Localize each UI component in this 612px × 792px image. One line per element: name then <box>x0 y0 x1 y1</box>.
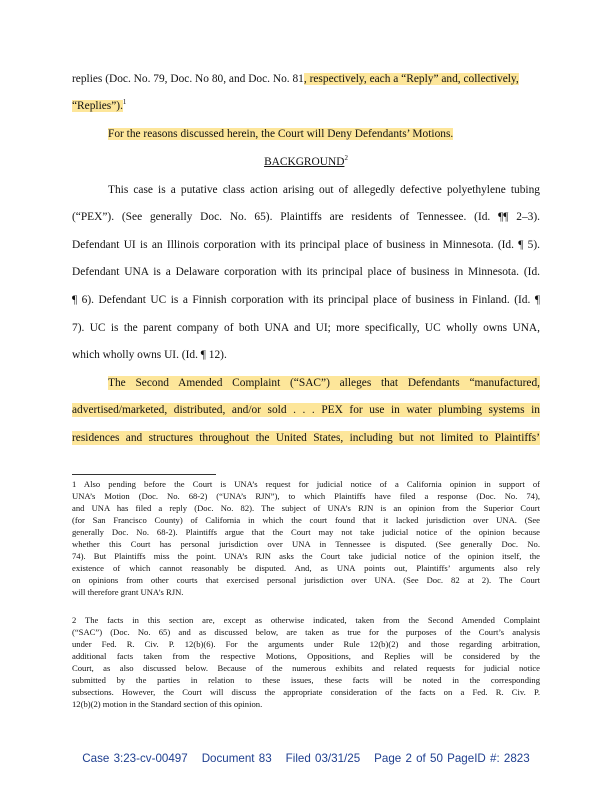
footnote-separator <box>72 474 216 475</box>
footnote-1-line: whether this Court has personal jurisdiction over UNA in Tennessee is disputed. (See generally Doc. No. <box>72 539 540 549</box>
highlighted-text: For the reasons discussed herein, the Court will Deny Defendants’ Motions. <box>108 128 454 140</box>
footnote-2-line: 12(b)(2) motion in the Standard section of this opinion. <box>72 699 263 709</box>
paragraph-2-line: The Second Amended Complaint (“SAC”) alleges that Defendants “manufactured, <box>108 377 540 389</box>
footnote-2-line: Court, as also discussed below. Because of the numerous exhibits and related requests for judicial notice <box>72 663 540 673</box>
paragraph-1-line: Defendant UNA is a Delaware corporation with its principal place of business in Minnesota. (Id. <box>72 266 540 278</box>
paragraph-1-line: 7). UC is the parent company of both UNA and UI; more specifically, UC wholly owns UNA, <box>72 322 540 334</box>
heading-text: BACKGROUND <box>264 156 345 168</box>
footnote-1-line: UNA’s Motion (Doc. No. 68-2) (“UNA’s RJN”), to which Plaintiffs have filed a response (Doc. No. 74), <box>72 491 540 501</box>
footnote-1-line: on opinions from other courts that exercised personal jurisdiction over UNA. (See Doc. 82 at 2). The Court <box>72 575 540 585</box>
footnote-2-line: 2 The facts in this section are, except as otherwise indicated, taken from the Second Amended Complaint <box>72 615 540 625</box>
footnote-1-line: will therefore grant UNA’s RJN. <box>72 587 184 597</box>
footnote-1-line: (for San Francisco County) of California in which the court found that it lacked jurisdiction over UNA. (See <box>72 515 540 525</box>
court-filing-header <box>0 752 612 765</box>
paragraph-1-line: This case is a putative class action arising out of allegedly defective polyethylene tubing <box>108 184 540 196</box>
body-line-2 <box>72 99 540 113</box>
footnote-1-line: 74). But Plaintiffs miss the point. UNA’s RJN asks the Court take judicial notice of the opinion itself, the <box>72 551 540 561</box>
footnote-1-line: generally Doc. No. 68-2). Plaintiffs argue that the Court may not take judicial notice of the opinion because <box>72 527 540 537</box>
body-line-1 <box>72 72 540 86</box>
footnote-1-line: 1 Also pending before the Court is UNA’s request for judicial notice of a California opinion in support of <box>72 479 540 489</box>
page-id: Page 2 of 50 PageID #: 2823 <box>374 752 530 765</box>
paragraph-1-line: (“PEX”). (See generally Doc. No. 65). Plaintiffs are residents of Tennessee. (Id. ¶¶ 2–3). <box>72 211 540 223</box>
paragraph-2-line: advertised/marketed, distributed, and/or sold . . . PEX for use in water plumbing systems in <box>72 404 540 416</box>
paragraph-1-line: Defendant UI is an Illinois corporation with its principal place of business in Minnesota. (Id. ¶ 5). <box>72 239 540 251</box>
highlighted-text: , respectively, each a “Reply” and, collectively, <box>303 73 519 85</box>
footnote-1-line: existence of which cannot reasonably be disputed. And, as UNA points out, Plaintiffs’ arguments also rely <box>72 563 540 573</box>
footnote-2-line: subsections. However, the Court will discuss the appropriate consideration of the facts on a Fed. R. Civ. P. <box>72 687 540 697</box>
case-number: Case 3:23-cv-00497 <box>82 752 188 765</box>
footnote-2-line: submitted by the parties in relation to these issues, these facts will be noted in the corresponding <box>72 675 540 685</box>
footnote-2-line: (“SAC”) (Doc. No. 65) and as discussed below, are taken as true for the purposes of the Court’s analysis <box>72 627 540 637</box>
paragraph-1-line: which wholly owns UI. (Id. ¶ 12). <box>72 349 227 361</box>
body-line-3 <box>108 127 540 141</box>
footnote-marker-2[interactable]: 2 <box>344 154 348 163</box>
document-number: Document 83 <box>201 752 272 765</box>
footnote-marker-1[interactable]: 1 <box>122 98 127 107</box>
filed-date: Filed 03/31/25 <box>285 752 361 765</box>
footnote-2-line: under Fed. R. Civ. P. 12(b)(6). For the arguments under Rule 12(b)(2) and those regarding arbitration, <box>72 639 540 649</box>
paragraph-2-line: residences and structures throughout the United States, including but not limited to Plaintiffs’ <box>72 432 540 444</box>
paragraph-1-line: ¶ 6). Defendant UC is a Finnish corporation with its principal place of business in Finland. (Id. ¶ <box>72 294 540 306</box>
body-text: replies (Doc. No. 79, Doc. No 80, and Doc. No. 81 <box>72 73 304 85</box>
section-heading <box>72 155 540 169</box>
footnote-2-line: additional facts taken from the respective Motions, Oppositions, and Replies will be considered by the <box>72 651 540 661</box>
highlighted-text: “Replies”). <box>72 100 123 112</box>
footnote-1-line: and UNA has filed a reply (Doc. No. 82). The subject of UNA’s RJN is an opinion from the Superior Court <box>72 503 540 513</box>
